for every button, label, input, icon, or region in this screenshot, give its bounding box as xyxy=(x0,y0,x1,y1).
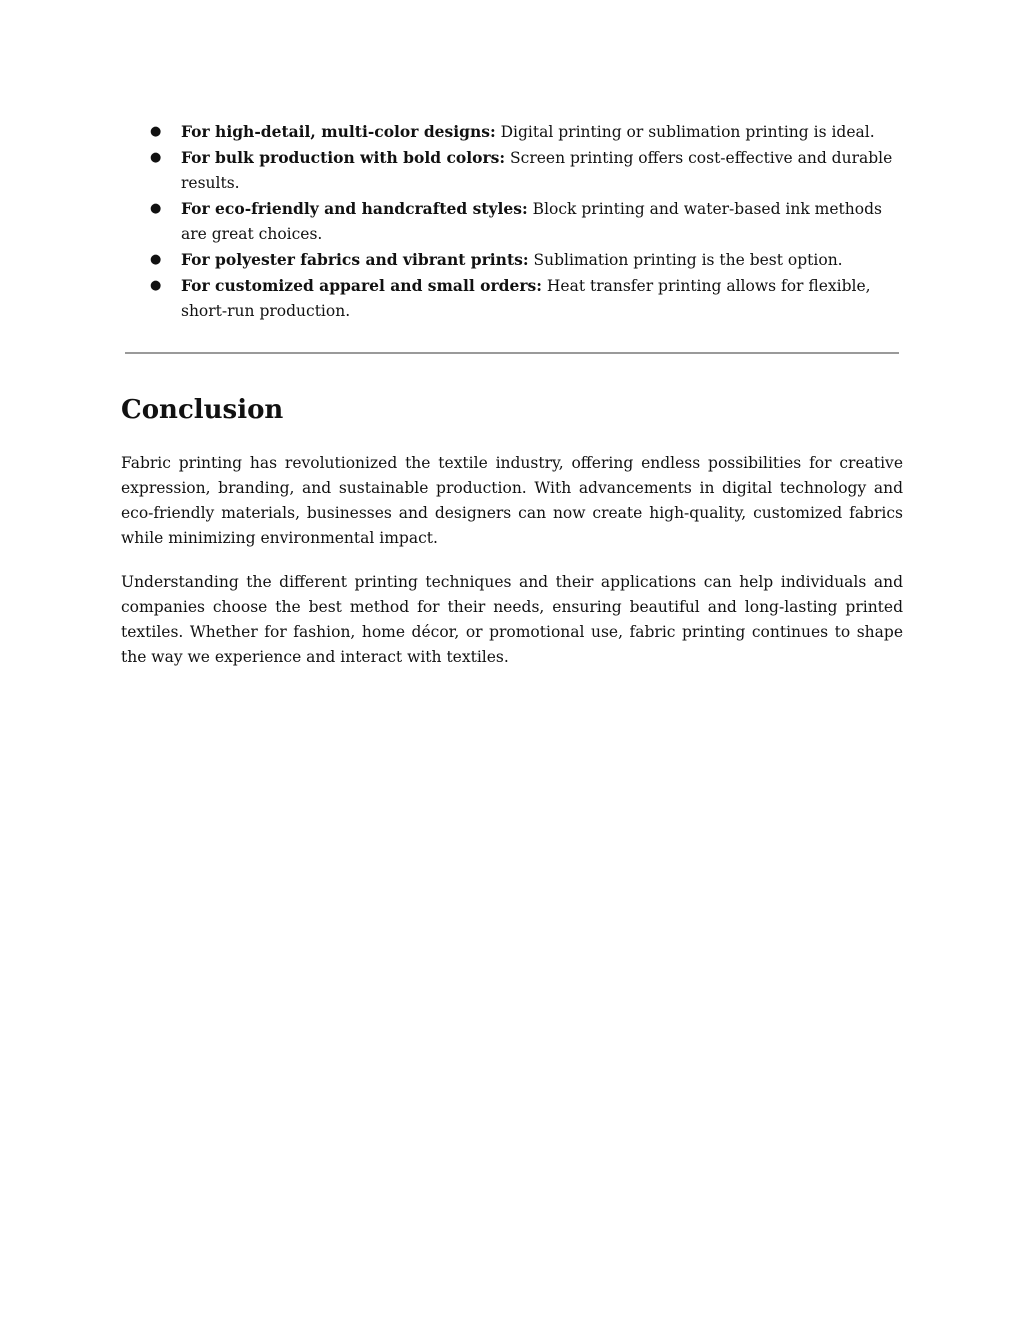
list-item-lead: For customized apparel and small orders: xyxy=(181,276,542,295)
conclusion-heading: Conclusion xyxy=(121,395,284,425)
list-item-text: Digital printing or sublimation printing is ideal. xyxy=(495,123,875,141)
conclusion-paragraph: Understanding the different printing techniques and their applications can help individuals and companies choose the best method for their needs, ensuring beautiful and long-lasting printed textiles. Whether for fashion, home décor, or promotional use, fabric printing continues to shape the way we experience and interact with textiles. xyxy=(121,573,903,666)
list-item-text: Screen printing offers cost-effective and durable results. xyxy=(181,149,893,192)
list-item xyxy=(150,119,910,145)
list-item-text: Heat transfer printing allows for flexible, short-run production. xyxy=(181,277,871,320)
list-item-lead: For bulk production with bold colors: xyxy=(181,148,506,167)
bullet-icon: ● xyxy=(150,124,162,139)
list-item-lead: For eco-friendly and handcrafted styles: xyxy=(181,199,528,218)
list-item-lead: For polyester fabrics and vibrant prints: xyxy=(181,250,529,269)
list-item-lead: For high-detail, multi-color designs: xyxy=(181,122,496,141)
bullet-icon: ● xyxy=(150,278,162,293)
list-item xyxy=(150,196,910,247)
list-item-text: Sublimation printing is the best option. xyxy=(528,251,843,269)
section-divider xyxy=(125,352,899,354)
bullet-icon: ● xyxy=(150,201,162,216)
bullet-icon: ● xyxy=(150,150,162,165)
recommendations-list xyxy=(150,119,910,324)
list-item xyxy=(150,247,910,273)
list-item xyxy=(150,145,910,196)
list-item xyxy=(150,273,910,324)
bullet-icon: ● xyxy=(150,252,162,267)
list-item-text: Block printing and water-based ink methods are great choices. xyxy=(181,200,882,243)
conclusion-paragraph: Fabric printing has revolutionized the textile industry, offering endless possibilities for creative expression, branding, and sustainable production. With advancements in digital technology and eco-friendly materials, businesses and designers can now create high-quality, customized fabrics while minimizing environmental impact. xyxy=(121,454,903,547)
